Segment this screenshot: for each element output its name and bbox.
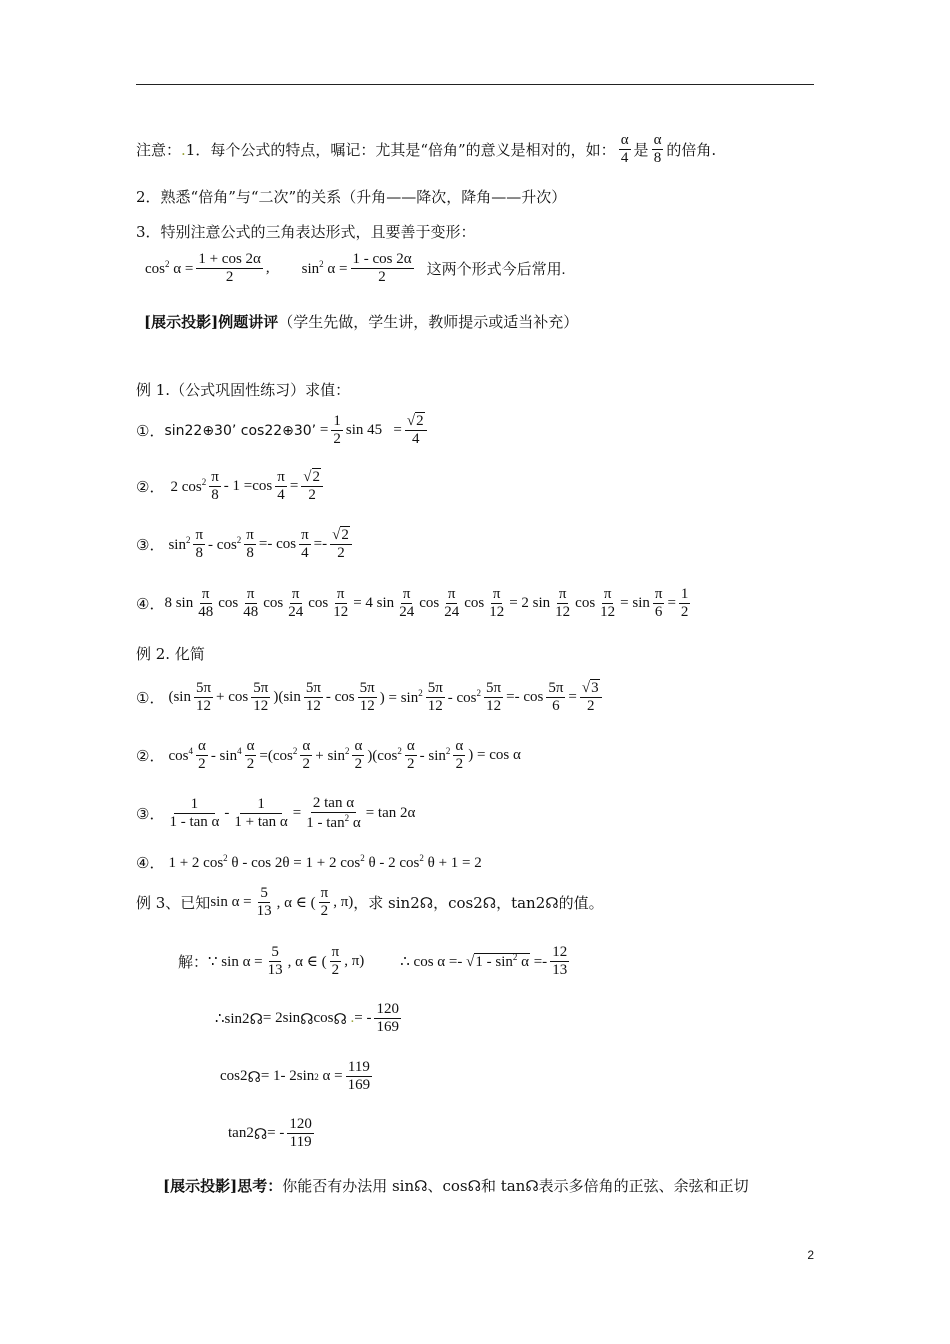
- show-projection-2: [163, 1175, 749, 1196]
- alpha-glyph: ☊: [482, 893, 497, 912]
- tan2-label: tan2: [228, 1125, 254, 1142]
- solution-line-sin2: ∴sin2 ☊ = 2sin ☊ cos ☊ .= - $\frac{120}{169}$: [215, 1001, 399, 1036]
- alpha-glyph: ☊: [419, 893, 434, 912]
- item-number: ①．: [136, 424, 165, 441]
- fraction-pi-12: $\frac{\pi}{12}$: [600, 586, 616, 621]
- fraction-sqrt2-4: $\frac{√2}{4}$: [405, 413, 427, 449]
- formula-cos-square: $\cos^2 \alpha$ =: [145, 259, 194, 278]
- item-1-expression: sin22⊕30’ cos22⊕30’: [164, 422, 317, 439]
- note-text-2: 2．熟悉“倍角”与“二次”的关系（升角——降次，降角——升次）: [136, 188, 567, 206]
- item-number: ①．: [136, 691, 165, 708]
- fraction-sqrt3-2: $\frac{√3}{2}$: [580, 680, 602, 716]
- fraction-1-plus-cos2a: $\frac{1 + \cos 2\alpha}{2}$: [198, 251, 261, 286]
- fraction-1-over-1-minus-tan: $\frac{1}{\text{1 - tan α}}$: [169, 796, 220, 831]
- fraction-pi-24: $\frac{\pi}{24}$: [444, 586, 460, 621]
- note-prefix: 注意：: [136, 141, 182, 160]
- fraction-alpha-2: $\frac{\alpha}{2}$: [246, 738, 255, 773]
- alpha-glyph: ☊: [525, 1176, 539, 1195]
- fraction-pi-4: $\frac{\pi}{4}$: [301, 527, 309, 562]
- show-heading: [展示投影]例题讲评: [144, 313, 279, 331]
- fraction-alpha-2: $\frac{\alpha}{2}$: [302, 738, 311, 773]
- solution-line-1: 解： ∵ sin α = $\frac{5}{13}$ , α ∈ ( $\frac{\pi}{2}$ , π) ∴ $\cos \alpha =- √1 - \sin^2 \alpha$ =- $\frac{12}{13}$: [178, 944, 568, 979]
- fraction-alpha-4: $\frac{\alpha}{4}$: [620, 132, 629, 167]
- example-3-text-e: 的值。: [558, 894, 604, 913]
- fraction-sqrt2-2: $\frac{√2}{2}$: [330, 527, 352, 563]
- example-2-item-3: ③． $\frac{1}{\text{1 - tan α}}$ - $\frac{1}{\text{1 + tan α}}$ = $\frac{\text{2 tan α}}{1 - \tan^2 \alpha}$ = tan 2α: [136, 795, 416, 832]
- fraction-5pi-12: $\frac{5\pi}{12}$: [427, 680, 443, 715]
- example-2-heading: 例 2. 化简: [136, 645, 205, 663]
- think-text-a: 你能否有办法用 sin: [282, 1177, 415, 1195]
- fraction-alpha-2: $\frac{\alpha}{2}$: [354, 738, 363, 773]
- page-number: 2: [807, 1248, 814, 1262]
- alpha-glyph: ☊: [545, 893, 559, 912]
- fraction-12-13: $\frac{12}{13}$: [552, 944, 568, 979]
- fraction-1-2: $\frac{1}{2}$: [333, 413, 341, 448]
- fraction-pi-4: $\frac{\pi}{4}$: [277, 469, 285, 504]
- solution-prefix: 解：: [178, 953, 209, 972]
- alpha-glyph: ☊: [333, 1009, 347, 1028]
- note-is: 是: [633, 141, 649, 160]
- fraction-pi-8: $\frac{\pi}{8}$: [246, 527, 254, 562]
- fraction-119-169: $\frac{119}{169}$: [347, 1059, 371, 1094]
- fraction-alpha-2: $\frac{\alpha}{2}$: [455, 738, 464, 773]
- example-2-item-1: ①． (sin $\frac{5\pi}{12}$ + cos $\frac{5\pi}{12}$ )(sin $\frac{5\pi}{12}$ - cos $\frac{5\pi}{12}$ ) = $\sin^2$ $\frac{5\pi}{12}$ - $\cos^2$ $\frac{5\pi}{12}$ =- cos $\frac{5\pi}{6}$ = $\frac{√3}{2}$: [136, 680, 605, 716]
- fraction-alpha-2: $\frac{\alpha}{2}$: [406, 738, 415, 773]
- alpha-glyph: ☊: [467, 1176, 481, 1195]
- fraction-5pi-12: $\frac{5\pi}{12}$: [305, 680, 321, 715]
- fraction-pi-12: $\frac{\pi}{12}$: [489, 586, 505, 621]
- fraction-pi-24: $\frac{\pi}{24}$: [399, 586, 415, 621]
- fraction-5-13: $\frac{5}{13}$: [256, 885, 272, 920]
- think-text-b: 、cos: [427, 1177, 468, 1195]
- solution-line-cos2: cos2 ☊ = 1- 2sin 2 α = $\frac{119}{169}$: [220, 1059, 371, 1094]
- fraction-pi-48: $\frac{\pi}{48}$: [243, 586, 259, 621]
- fraction-alpha-2: $\frac{\alpha}{2}$: [197, 738, 206, 773]
- fraction-pi-8: $\frac{\pi}{8}$: [211, 469, 219, 504]
- fraction-5pi-12: $\frac{5\pi}{12}$: [195, 680, 212, 715]
- item-number: ③．: [136, 538, 165, 555]
- item-number: ④．: [136, 597, 165, 614]
- example-1-item-1: ①． sin22⊕30’ cos22⊕30’ = $\frac{1}{2}$ sin 45 = $\frac{√2}{4}$: [136, 413, 430, 449]
- fraction-5pi-12: $\frac{5\pi}{12}$: [359, 680, 375, 715]
- mark-dot: .: [181, 140, 186, 159]
- fraction-pi-6: $\frac{\pi}{6}$: [654, 586, 663, 621]
- fraction-1-over-1-plus-tan: $\frac{1}{\text{1 + tan α}}$: [234, 796, 288, 831]
- fraction-120-119: $\frac{120}{119}$: [289, 1116, 312, 1151]
- alpha-glyph: ☊: [414, 1176, 428, 1195]
- show-projection-1: [144, 311, 578, 332]
- cos2-equation: = 1- 2sin: [260, 1068, 315, 1085]
- tan2-equation: = -: [267, 1125, 285, 1142]
- example-1-title: [136, 379, 350, 400]
- alpha-glyph: ☊: [300, 1009, 314, 1028]
- example-1-heading: 例 1.（公式巩固性练习）求值：: [136, 381, 351, 399]
- think-text-d: 表示多倍角的正弦、余弦和正切: [538, 1177, 749, 1195]
- cos2-label: cos2: [220, 1068, 248, 1085]
- fraction-1-2: $\frac{1}{2}$: [680, 586, 689, 621]
- sin2-equation: = 2sin: [262, 1010, 301, 1027]
- fraction-2tan-over-1-minus-tan2: $\frac{\text{2 tan α}}{1 - \tan^2 \alpha}$: [306, 795, 361, 832]
- item-number: ③．: [136, 807, 165, 824]
- item-number: ④．: [136, 856, 165, 872]
- fraction-5pi-6: $\frac{5\pi}{6}$: [548, 680, 564, 715]
- fraction-5-13: $\frac{5}{13}$: [267, 944, 283, 979]
- show-description: （学生先做，学生讲，教师提示或适当补充）: [278, 313, 579, 331]
- example-1-item-3: ③． $\sin^2$ $\frac{\pi}{8}$ - $\cos^2$ $\frac{\pi}{8}$ =- cos $\frac{\pi}{4}$ =- $\frac{√2}{2}$: [136, 527, 355, 563]
- fraction-pi-48: $\frac{\pi}{48}$: [198, 586, 214, 621]
- alpha-glyph: ☊: [253, 1124, 268, 1143]
- solution-line-tan2: [228, 1116, 317, 1152]
- fraction-120-169: $\frac{120}{169}$: [376, 1001, 399, 1036]
- note-line-2: [136, 186, 566, 207]
- example-3-text-b: ，求 sin2: [353, 894, 420, 913]
- alpha-glyph: ☊: [247, 1067, 261, 1086]
- formula-sin-square: $\sin^2 \alpha$ =: [301, 259, 348, 278]
- fraction-alpha-8: $\frac{\alpha}{8}$: [653, 132, 662, 167]
- sin2-label: ∴sin2: [215, 1011, 250, 1028]
- example-2-title: [136, 643, 205, 664]
- alpha-glyph: ☊: [249, 1009, 263, 1028]
- note-line-1: [136, 132, 716, 168]
- note-line-4: $\cos^2 \alpha$ = $\frac{1 + \cos 2\alpha}{2}$ , $\sin^2 \alpha$ = $\frac{1 - \cos 2\alpha}{2}$ 这两个形式今后常用.: [145, 251, 566, 286]
- note-line-3: [136, 221, 476, 242]
- fraction-1-minus-cos2a: $\frac{1 - \cos 2\alpha}{2}$: [352, 251, 412, 286]
- header-rule: [136, 84, 814, 85]
- note-text-1: 1．每个公式的特点，嘱记：尤其是“倍角”的意义是相对的，如：: [185, 141, 616, 160]
- cos-word: cos: [313, 1010, 334, 1027]
- example-2-item-4: ④． 1 + 2 $\cos^2 \theta - \cos 2\theta = 1 + 2$ $\cos^2 \theta - 2$ $\cos^2 \theta + 1 = 2$: [136, 853, 482, 872]
- item-number: ②．: [136, 480, 165, 497]
- fraction-pi-2: $\frac{\pi}{2}$: [331, 944, 340, 979]
- example-3-text-d: ，tan2: [496, 894, 546, 913]
- example-2-item-2: ②． $\cos^4$ $\frac{\alpha}{2}$ - $\sin^4$ $\frac{\alpha}{2}$ $=(\cos^2$ $\frac{\alpha}{2}$ + $\sin^2$ $\frac{\alpha}{2}$ )($\cos^2$ $\frac{\alpha}{2}$ - $\sin^2$ $\frac{\alpha}{2}$ ) = cos α: [136, 738, 521, 773]
- item-number: ②．: [136, 749, 165, 766]
- example-1-item-4: ④． 8 sin $\frac{\pi}{48}$ cos $\frac{\pi}{48}$ cos $\frac{\pi}{24}$ cos $\frac{\pi}{12}$ = 4 sin $\frac{\pi}{24}$ cos $\frac{\pi}{24}$ cos $\frac{\pi}{12}$ = 2 sin $\frac{\pi}{12}$ cos $\frac{\pi}{12}$ = sin $\frac{\pi}{6}$ = $\frac{1}{2}$: [136, 586, 689, 621]
- note-text-3: 3．特别注意公式的三角表达形式，且要善于变形：: [136, 223, 476, 241]
- fraction-sqrt2-2: $\frac{√2}{2}$: [301, 469, 323, 505]
- example-1-item-2: ②． 2 $\cos^2$ $\frac{\pi}{8}$ - 1 =cos $\frac{\pi}{4}$ = $\frac{√2}{2}$: [136, 469, 326, 505]
- note-suffix: 的倍角.: [666, 141, 717, 160]
- fraction-pi-24: $\frac{\pi}{24}$: [288, 586, 304, 621]
- think-heading: [展示投影]思考：: [163, 1177, 283, 1195]
- fraction-5pi-12: $\frac{5\pi}{12}$: [486, 680, 502, 715]
- fraction-pi-12: $\frac{\pi}{12}$: [555, 586, 571, 621]
- note-tail: 这两个形式今后常用.: [426, 262, 566, 279]
- fraction-pi-2: $\frac{\pi}{2}$: [320, 885, 329, 920]
- fraction-pi-8: $\frac{\pi}{8}$: [195, 527, 204, 562]
- example-3-text-c: ，cos2: [433, 894, 483, 913]
- think-text-c: 和 tan: [480, 1177, 526, 1195]
- fraction-pi-12: $\frac{\pi}{12}$: [333, 586, 349, 621]
- example-3-title: 例 3、已知 sin α = $\frac{5}{13}$ , α ∈ ( $\frac{\pi}{2}$ , π) ，求 sin2 ☊ ，cos2 ☊ ，tan2 ☊ 的值。: [136, 885, 604, 920]
- example-3-heading: 例 3、已知: [136, 894, 211, 913]
- fraction-5pi-12: $\frac{5\pi}{12}$: [253, 680, 269, 715]
